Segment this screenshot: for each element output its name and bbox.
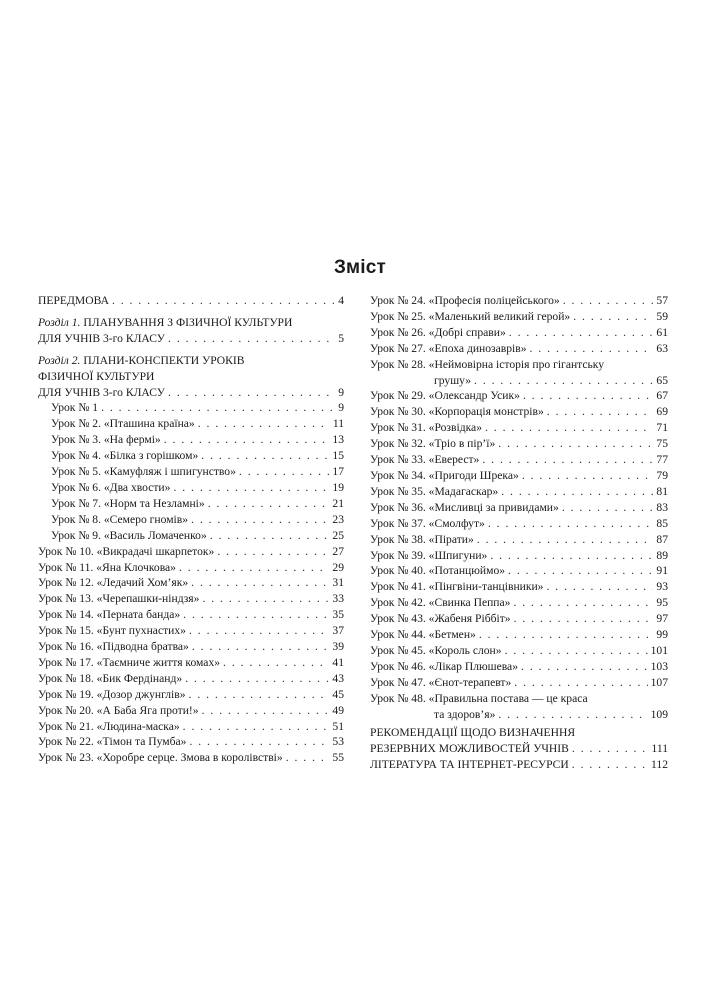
page-number: 35 [332,608,344,622]
toc-entry-text: Урок № 38. «Пірати» [370,532,474,546]
toc-entry[interactable] [370,293,668,309]
dot-leader [488,516,654,532]
toc-entry-text: Урок № 36. «Мисливці за привидами» [370,500,559,514]
dot-leader [474,373,653,389]
toc-entry[interactable] [370,627,668,643]
toc-entry[interactable] [38,591,344,607]
section-label: Розділ 2. [38,353,81,367]
dot-leader [168,385,335,401]
toc-entry[interactable] [38,560,344,576]
toc-entry-text: РЕЗЕРВНИХ МОЖЛИВОСТЕЙ УЧНІВ [370,742,569,756]
page-number: 13 [332,433,344,447]
toc-entry-text: Урок № 42. «Свинка Пеппа» [370,596,511,610]
toc-entry-text: Урок № 40. «Потанцюймо» [370,564,506,578]
toc-entry-text: Урок № 48. «Правильна постава — це краса [370,691,588,705]
toc-entry[interactable] [370,725,668,757]
dot-leader [202,703,330,719]
toc-entry-text: Урок № 3. «На фермі» [51,433,161,447]
dot-leader [523,388,653,404]
dot-leader [514,611,654,627]
dot-leader [191,512,329,528]
toc-entry-line [370,436,668,452]
toc-entry-text: Урок № 6. «Два хвости» [51,480,171,494]
toc-entry-line [370,452,668,468]
page-number: 63 [656,341,668,355]
toc-entry-text: Урок № 47. «Єнот-терапевт» [370,675,512,689]
toc-entry[interactable] [38,750,344,766]
page-number: 45 [332,687,344,701]
toc-entry-line [38,687,344,703]
toc-entry-line [370,659,668,675]
page-number: 5 [338,331,344,345]
toc-entry-text: Урок № 8. «Семеро гномів» [51,512,189,526]
dot-leader [501,484,653,500]
toc-entry-text: Урок № 29. «Олександр Усик» [370,389,520,403]
page-number: 101 [650,643,668,657]
toc-entry[interactable] [38,416,344,432]
toc-entry[interactable] [370,309,668,325]
toc-entry-text: Урок № 31. «Розвідка» [370,421,482,435]
page-number: 37 [332,624,344,638]
toc-entry-line [38,703,344,719]
dot-leader [173,480,329,496]
dot-leader [563,293,654,309]
toc-entry-line [38,575,344,591]
toc-entry-text: Урок № 26. «Добрі справи» [370,325,506,339]
toc-entry[interactable] [38,607,344,623]
toc-entry[interactable] [38,293,344,309]
toc-entry-line [370,643,668,659]
toc-right-column [370,293,668,773]
toc-entry-line [370,579,668,595]
toc-entry-text: ДЛЯ УЧНІВ 3-го КЛАСУ [38,331,166,345]
toc-entry-text: Урок № 39. «Шпигуни» [370,548,488,562]
toc-entry-line [370,500,668,516]
dot-leader [192,639,330,655]
page-number: 49 [332,703,344,717]
dot-leader [210,528,330,544]
toc-entry-text: Урок № 37. «Смолфут» [370,516,485,530]
toc-entry[interactable] [370,675,668,691]
toc-entry[interactable] [370,548,668,564]
page-number: 61 [656,325,668,339]
page-number: 95 [656,596,668,610]
toc-entry-text: Урок № 41. «Пінгвіни-танцівники» [370,580,544,594]
toc-entry-line [370,325,668,341]
page-number: 33 [332,592,344,606]
toc-entry-text: Урок № 35. «Мадагаскар» [370,484,499,498]
toc-entry-text: Урок № 34. «Пригоди Шрека» [370,468,519,482]
toc-entry-line [38,719,344,735]
dot-leader [189,734,329,750]
toc-entry-text: ПЕРЕДМОВА [38,294,109,307]
toc-entry[interactable] [370,468,668,484]
toc-entry-text: Урок № 44. «Бетмен» [370,628,476,642]
toc-entry[interactable] [38,734,344,750]
dot-leader [522,468,654,484]
toc-entry-line [370,532,668,548]
toc-entry-line [38,671,344,687]
toc-entry-text: Урок № 20. «А Баба Яга проти!» [38,703,199,717]
page-number: 77 [656,453,668,467]
toc-entry-text: Урок № 9. «Василь Ломаченко» [51,528,207,542]
toc-entry-line [38,331,344,347]
dot-leader [490,548,653,564]
toc-entry-text: Урок № 27. «Епоха динозаврів» [370,341,527,355]
toc-entry-text: Урок № 45. «Король слон» [370,643,502,657]
toc-entry-text: Урок № 22. «Тімон та Пумба» [38,735,187,749]
toc-entry[interactable] [38,655,344,671]
toc-entry-line [38,591,344,607]
dot-leader [198,416,330,432]
toc-entry-text: Урок № 25. «Маленький великий герой» [370,309,571,323]
toc-entry[interactable] [370,563,668,579]
toc-entry-line [51,480,344,496]
dot-leader [185,671,329,687]
toc-entry[interactable] [38,639,344,655]
toc-entry-line [51,416,344,432]
toc-entry[interactable] [38,464,344,480]
toc-entry-text: Урок № 11. «Яна Клочкова» [38,560,176,574]
toc-entry-text: Урок № 43. «Жабеня Ріббіт» [370,612,511,626]
dot-leader [223,655,329,671]
toc-entry-text: Урок № 30. «Корпорація монстрів» [370,405,544,419]
page-number: 112 [651,758,668,772]
toc-entry-line [51,400,344,416]
toc-entry[interactable] [38,719,344,735]
dot-leader [505,643,648,659]
toc-entry-text: Урок № 13. «Черепашки-ніндзя» [38,592,200,606]
toc-entry-line [370,707,668,723]
toc-entry-text: ЛІТЕРАТУРА ТА ІНТЕРНЕТ-РЕСУРСИ [370,758,569,772]
page-number: 51 [332,719,344,733]
toc-entry-line [51,528,344,544]
toc-entry[interactable] [370,484,668,500]
toc-entry[interactable] [38,315,344,347]
toc-left-column [38,293,344,766]
toc-entry-text: Урок № 2. «Пташина країна» [51,417,195,431]
toc-entry-line [370,468,668,484]
page-number: 59 [656,309,668,323]
toc-entry[interactable] [370,532,668,548]
dot-leader [191,575,329,591]
toc-entry-line [370,373,668,389]
toc-entry-line [38,369,344,385]
toc-entry[interactable] [38,703,344,719]
page-number: 29 [332,560,344,574]
page-number: 97 [656,612,668,626]
toc-entry-text: Урок № 5. «Камуфляж і шпигунство» [51,465,236,479]
toc-entry-line [370,293,668,309]
toc-entry-line [38,607,344,623]
page-number: 39 [332,640,344,654]
toc-entry-line [370,675,668,691]
toc-entry-text: Урок № 28. «Неймовірна історія про гігантську [370,357,605,371]
page-number: 83 [656,500,668,514]
page-number: 75 [656,437,668,451]
dot-leader [513,595,653,611]
toc-entry-text: Урок № 21. «Людина-маска» [38,719,180,733]
toc-entry[interactable] [38,687,344,703]
toc-entry[interactable] [38,432,344,448]
page-number: 81 [656,484,668,498]
toc-entry-line [370,563,668,579]
toc-entry-text: Урок № 14. «Перната банда» [38,608,181,622]
page-number: 57 [656,294,668,307]
toc-entry[interactable] [370,643,668,659]
dot-leader [485,420,653,436]
toc-entry-text: ПЛАНУВАННЯ З ФІЗИЧНОЇ КУЛЬТУРИ [83,315,293,329]
page-number: 93 [656,580,668,594]
toc-entry-line [370,341,668,357]
toc-entry-line [370,309,668,325]
dot-leader [498,707,647,723]
toc-entry[interactable] [370,611,668,627]
toc-entry-line [370,388,668,404]
dot-leader [202,591,329,607]
toc-entry[interactable] [370,420,668,436]
dot-leader [286,750,330,766]
page-number: 109 [650,707,668,721]
dot-leader [201,448,329,464]
dot-leader [547,404,654,420]
toc-entry-line [370,404,668,420]
page-number: 15 [332,449,344,463]
toc-entry[interactable] [370,357,668,389]
dot-leader [562,500,654,516]
page-number: 85 [656,516,668,530]
toc-entry-text: та здоров’я» [434,707,496,721]
dot-leader [183,607,329,623]
dot-leader [573,309,653,325]
page-number: 43 [332,671,344,685]
dot-leader [112,293,335,309]
page-number: 9 [338,401,344,415]
toc-entry-line [370,548,668,564]
toc-entry-text: Урок № 23. «Хоробре серце. Змова в королівстві» [38,751,283,765]
toc-entry[interactable] [38,575,344,591]
section-label: Розділ 1. [38,315,81,329]
toc-entry[interactable] [38,671,344,687]
toc-entry[interactable] [370,388,668,404]
page-number: 41 [332,655,344,669]
toc-entry-text: РЕКОМЕНДАЦІЇ ЩОДО ВИЗНАЧЕННЯ [370,726,576,740]
toc-entry-line [38,544,344,560]
dot-leader [498,436,653,452]
toc-entry-text: грушу» [434,373,472,387]
toc-entry-line [38,734,344,750]
toc-entry-text: Урок № 32. «Тріо в пір’ї» [370,437,496,451]
page-number: 111 [651,742,668,756]
dot-leader [509,325,654,341]
toc-entry[interactable] [370,659,668,675]
dot-leader [521,659,648,675]
dot-leader [208,496,330,512]
toc-entry-line [38,293,344,309]
toc-entry-text: Урок № 19. «Дозор джунглів» [38,687,186,701]
toc-entry[interactable] [370,595,668,611]
toc-entry-line [51,496,344,512]
page-number: 99 [656,628,668,642]
toc-entry-text: Урок № 4. «Білка з горішком» [51,449,199,463]
toc-entry-line [370,725,668,741]
toc-entry[interactable] [370,500,668,516]
dot-leader [482,452,653,468]
toc-entry-line [38,655,344,671]
page-number: 69 [656,405,668,419]
page-number: 27 [332,544,344,558]
page-number: 91 [656,564,668,578]
toc-entry[interactable] [370,341,668,357]
dot-leader [168,331,335,347]
toc-entry-line [51,432,344,448]
toc-entry[interactable] [38,448,344,464]
toc-entry[interactable] [38,623,344,639]
page-number: 65 [656,373,668,387]
page-number: 11 [332,417,344,431]
page-number: 21 [332,496,344,510]
page-number: 87 [656,532,668,546]
toc-entry[interactable] [38,496,344,512]
dot-leader [530,341,654,357]
dot-leader [546,579,653,595]
page-number: 55 [332,751,344,765]
dot-leader [572,757,648,773]
toc-entry-line [38,353,344,369]
toc-entry-line [38,385,344,401]
dot-leader [101,400,335,416]
page-title: Зміст [333,257,387,278]
toc-entry-text: Урок № 1 [51,401,99,415]
toc-entry-text: Урок № 46. «Лікар Плюшева» [370,659,519,673]
toc-entry-line [370,741,668,757]
dot-leader [479,627,654,643]
toc-entry-text: Урок № 24. «Професія поліцейського» [370,294,560,307]
toc-entry-line [370,691,668,707]
dot-leader [189,687,330,703]
toc-entry[interactable] [38,528,344,544]
toc-entry[interactable] [370,436,668,452]
page-number: 103 [650,659,668,673]
toc-entry-text: Урок № 15. «Бунт пухнастих» [38,624,186,638]
toc-entry-line [370,357,668,373]
toc-entry-line [370,611,668,627]
toc-entry-line [370,484,668,500]
toc-entry-text: ФІЗИЧНОЇ КУЛЬТУРИ [38,369,155,383]
toc-entry-line [370,595,668,611]
page-number: 79 [656,468,668,482]
toc-entry-line [38,315,344,331]
toc-entry-text: Урок № 33. «Еверест» [370,453,480,467]
toc-entry-line [370,516,668,532]
toc-entry-line [51,448,344,464]
toc-entry[interactable] [370,325,668,341]
toc-entry-line [38,639,344,655]
page-number: 17 [332,465,344,479]
page-number: 19 [332,480,344,494]
page-number: 9 [338,385,344,399]
toc-entry-text: Урок № 10. «Викрадачі шкарпеток» [38,544,215,558]
toc-entry[interactable] [38,512,344,528]
dot-leader [217,544,329,560]
dot-leader [189,623,329,639]
toc-entry-text: Урок № 17. «Таємниче життя комах» [38,655,221,669]
toc-entry[interactable] [370,516,668,532]
dot-leader [179,560,329,576]
toc-entry-line [38,623,344,639]
dot-leader [508,563,653,579]
toc-entry-line [38,750,344,766]
page-number: 107 [650,675,668,689]
dot-leader [164,432,330,448]
page-number: 67 [656,389,668,403]
page-number: 53 [332,735,344,749]
toc-entry-line [51,464,344,480]
page-number: 4 [338,294,344,307]
toc-entry[interactable] [38,353,344,401]
toc-entry-text: Урок № 7. «Норм та Незламні» [51,496,205,510]
page-number: 71 [656,421,668,435]
toc-entry-text: Урок № 12. «Ледачий Хом’як» [38,576,189,590]
toc-entry-text: Урок № 16. «Підводна братва» [38,640,189,654]
page-number: 23 [332,512,344,526]
dot-leader [477,532,654,548]
toc-entry-text: ДЛЯ УЧНІВ 3-го КЛАСУ [38,385,166,399]
toc-entry[interactable] [370,579,668,595]
toc-entry[interactable] [38,480,344,496]
toc-entry[interactable] [38,544,344,560]
toc-entry-text: Урок № 18. «Бик Фердінанд» [38,671,183,685]
toc-entry[interactable] [370,404,668,420]
dot-leader [572,741,649,757]
toc-entry[interactable] [370,691,668,723]
dot-leader [239,464,330,480]
toc-entry[interactable] [38,400,344,416]
dot-leader [183,719,330,735]
toc-entry-text: ПЛАНИ-КОНСПЕКТИ УРОКІВ [83,353,245,367]
toc-entry-line [370,627,668,643]
toc-entry[interactable] [370,452,668,468]
page-number: 89 [656,548,668,562]
dot-leader [514,675,647,691]
toc-entry-line [370,420,668,436]
page-number: 31 [332,576,344,590]
toc-entry-line [51,512,344,528]
page-number: 25 [332,528,344,542]
toc-entry-line [38,560,344,576]
toc-entry[interactable] [370,757,668,773]
toc-entry-line [370,757,668,773]
